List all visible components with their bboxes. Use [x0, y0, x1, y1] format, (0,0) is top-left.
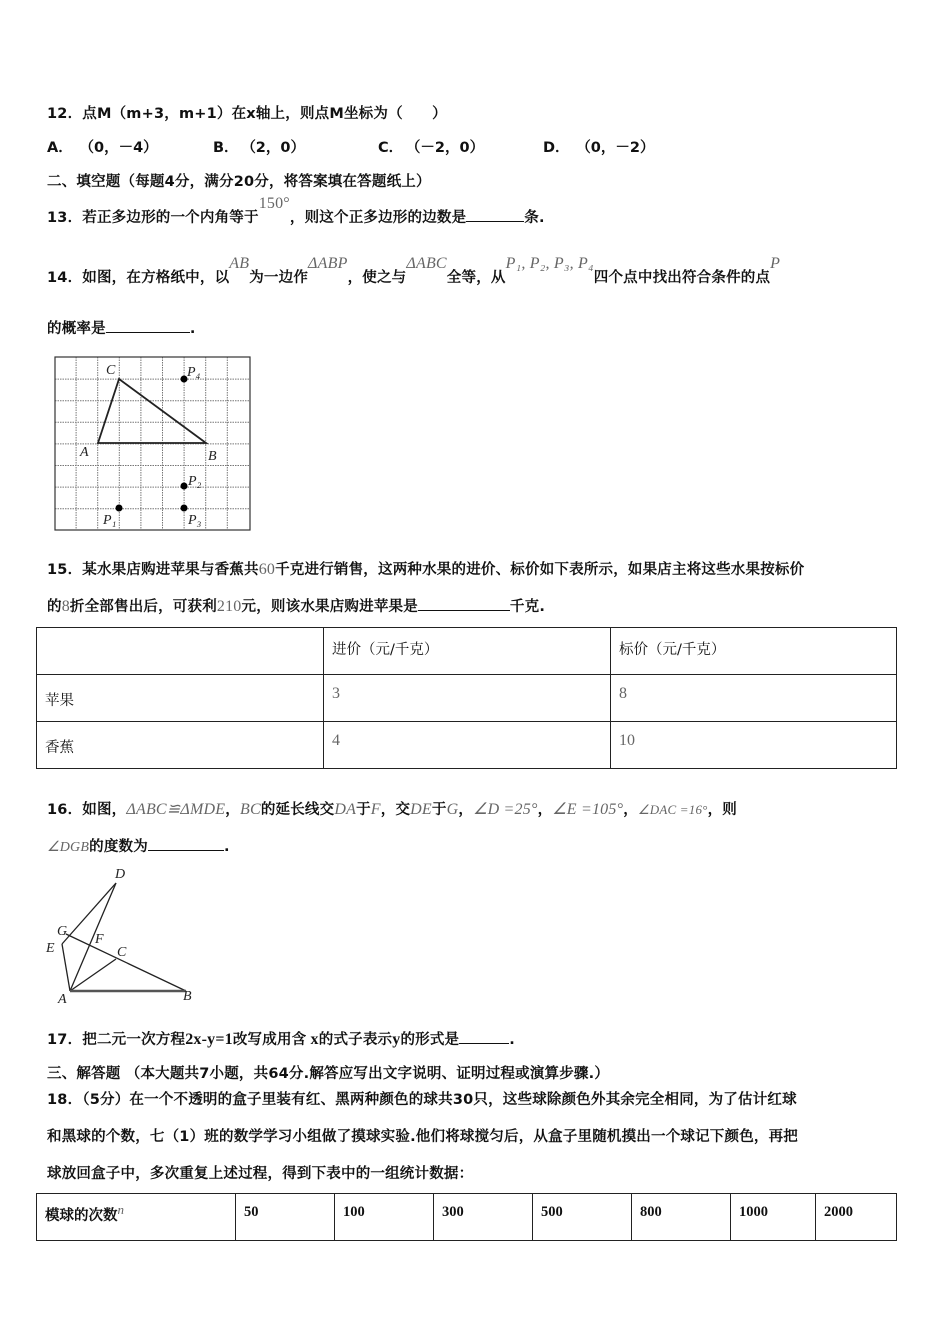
- q17-text: .: [509, 1032, 515, 1048]
- q14-text: .: [189, 321, 196, 337]
- table-cell: 苹果: [37, 675, 324, 722]
- section-3-heading: 三、解答题 （本大题共7小题，共64分.解答应写出文字说明、证明过程或演算步骤.）: [47, 1066, 610, 1082]
- answer-blank: [418, 596, 510, 611]
- q17: [47, 1028, 515, 1049]
- table-cell: 300: [434, 1194, 533, 1241]
- table-cell: 2000: [816, 1194, 897, 1241]
- answer-blank: [466, 207, 524, 222]
- label-p4: P₄: [187, 365, 201, 380]
- q16-text: 于: [356, 802, 371, 818]
- math: y: [392, 1031, 401, 1048]
- q13-text-c: 条.: [524, 210, 545, 226]
- q12-stem: 12．点M（m+3，m+1）在x轴上，则点M坐标为（ ）: [47, 106, 447, 122]
- table-cell: 1000: [731, 1194, 816, 1241]
- q16-text: ，则: [707, 802, 737, 818]
- header-label: 模球的次数: [45, 1208, 118, 1224]
- q14-text: 为一边作: [249, 270, 309, 286]
- q12-option-b: B． （2，0）: [213, 140, 305, 156]
- table-cell: 3: [324, 675, 611, 722]
- q14-text: ，使之与: [347, 270, 407, 286]
- math-abp: ΔABP: [308, 255, 348, 272]
- q16-text: 于: [431, 802, 447, 818]
- q16-text: 的度数为: [89, 839, 148, 855]
- math-n: n: [117, 1202, 124, 1217]
- table-cell: 100: [335, 1194, 434, 1241]
- table-cell: 10: [611, 722, 897, 769]
- table-header: 标价（元/千克）: [611, 628, 897, 675]
- label-c: C: [117, 945, 127, 960]
- math: F: [370, 801, 381, 818]
- table-cell: 香蕉: [37, 722, 324, 769]
- label-f: F: [95, 932, 104, 947]
- label-b: B: [208, 449, 217, 464]
- label-g: G: [57, 924, 68, 939]
- label-a: A: [58, 992, 67, 1007]
- segment-ea: [62, 944, 70, 991]
- q17-text: 的形式是: [400, 1032, 460, 1048]
- q17-text: 改写成用含: [232, 1032, 307, 1048]
- q14-text: 14．如图，在方格纸中，以: [47, 270, 230, 286]
- q15-text: 元，则该水果店购进苹果是: [241, 599, 418, 615]
- q14-text: 全等，从: [446, 270, 506, 286]
- table-cell: 50: [236, 1194, 335, 1241]
- math: DA: [334, 801, 357, 818]
- q15-text: 千克进行销售，这两种水果的进价、标价如下表所示，如果店主将这些水果按标价: [275, 562, 805, 578]
- q15-text: 千克.: [509, 599, 546, 615]
- label-c: C: [106, 363, 116, 378]
- q16-text: 16．如图，: [47, 802, 127, 818]
- math: ∠DAC =16°: [637, 802, 708, 817]
- q16-text: ，: [458, 802, 474, 818]
- q17-text: 的式子表示: [318, 1032, 393, 1048]
- table-cell: 8: [611, 675, 897, 722]
- q15-discount: 8: [61, 598, 70, 615]
- q13-text-b: ，则这个正多边形的边数是: [289, 210, 467, 226]
- q16-text: ，: [225, 802, 240, 818]
- math: DE: [410, 801, 432, 818]
- table-row: [37, 1194, 897, 1241]
- q18-trials-table: [36, 1193, 897, 1241]
- section-2-heading: 二、填空题（每题4分，满分20分，将答案填在答题纸上）: [47, 174, 431, 190]
- q12-option-d: D． （0，－2）: [543, 140, 655, 156]
- math-p: P: [770, 255, 781, 272]
- q18-line2: 和黑球的个数，七（1）班的数学学习小组做了摸球实验.他们将球搅匀后，从盒子里随机摸出一个球记下颜色，再把: [47, 1129, 798, 1145]
- q12-option-c: C． （－2，0）: [378, 140, 485, 156]
- q17-equation: 2x-y=1: [185, 1031, 233, 1048]
- label-b: B: [183, 989, 192, 1004]
- table-cell: 800: [632, 1194, 731, 1241]
- math: G: [446, 801, 459, 818]
- q17-text: 17．把二元一次方程: [47, 1032, 186, 1048]
- q13-text: 13．若正多边形的一个内角等于: [47, 210, 259, 226]
- table-header: 进价（元/千克）: [324, 628, 611, 675]
- answer-blank: [459, 1029, 509, 1044]
- math: BC: [239, 801, 261, 818]
- q15-text: 15．某水果店购进苹果与香蕉共: [47, 562, 259, 578]
- q15-text: 折全部售出后，可获利: [69, 599, 217, 615]
- math: ΔABC≌ΔMDE: [126, 801, 226, 818]
- q16-text: ，: [537, 802, 553, 818]
- table-cell: 4: [324, 722, 611, 769]
- q12-option-a: A． （0，－4）: [47, 140, 158, 156]
- math-points: P₁, P₂, P₃, P₄: [505, 255, 594, 272]
- q16-text: .: [223, 839, 230, 855]
- math-abc: ΔABC: [406, 255, 447, 272]
- q16-text: ，交: [380, 802, 411, 818]
- label-p1: P₁: [103, 513, 117, 528]
- segment-de: [62, 883, 116, 944]
- label-d: D: [115, 867, 126, 882]
- q18-line1: 18．（5分）在一个不透明的盒子里装有红、黑两种颜色的球共30只，这些球除颜色外其余完全相同，为了估计红球: [47, 1092, 797, 1108]
- math: ∠E =105°: [552, 801, 624, 818]
- table-cell: 500: [533, 1194, 632, 1241]
- q15-profit: 210: [216, 598, 242, 615]
- q15-total: 60: [258, 561, 276, 578]
- q14-text: 的概率是: [47, 321, 106, 337]
- q16-text: 的延长线交: [260, 802, 335, 818]
- table-header: [37, 1194, 236, 1241]
- q14-text: 四个点中找出符合条件的点: [593, 270, 771, 286]
- math-ab: AB: [229, 255, 250, 272]
- math: x: [310, 1031, 319, 1048]
- math: ∠D =25°: [473, 801, 538, 818]
- label-p3: P₃: [188, 513, 202, 528]
- label-p2: P₂: [188, 474, 202, 489]
- label-e: E: [46, 941, 55, 956]
- q13-angle: 150°: [258, 195, 290, 212]
- label-a: A: [80, 445, 89, 460]
- q16-text: ，: [623, 802, 638, 818]
- q18-line3: 球放回盒子中，多次重复上述过程，得到下表中的一组统计数据：: [47, 1166, 474, 1182]
- q16-triangle-figure: [0, 0, 300, 1010]
- q15-text: 的: [47, 599, 62, 615]
- segment-gb: [66, 934, 186, 991]
- math: ∠DGB: [47, 840, 90, 855]
